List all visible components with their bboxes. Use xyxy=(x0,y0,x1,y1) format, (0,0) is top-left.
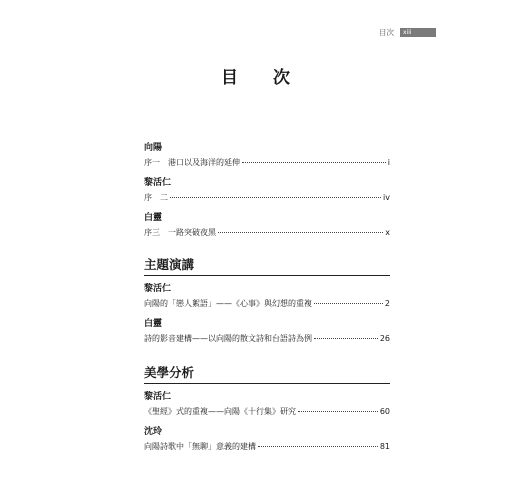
toc-entry[interactable] xyxy=(144,298,390,310)
dot-leader xyxy=(218,231,383,233)
toc-author: 白靈 xyxy=(144,319,163,329)
toc-section-1-item-1 xyxy=(144,283,390,310)
toc-entry-page: 26 xyxy=(379,334,390,343)
dot-leader xyxy=(314,337,378,339)
toc-entry-title: 《聖經》式的重複——向陽《十行集》研究 xyxy=(144,407,296,416)
section-title: 主題演講 xyxy=(144,257,195,272)
toc-entry[interactable] xyxy=(144,227,390,239)
toc-entry[interactable] xyxy=(144,441,390,453)
dot-leader xyxy=(298,410,378,412)
toc-section-heading xyxy=(144,257,390,276)
toc-entry-page: iv xyxy=(383,193,390,202)
toc-section-2-item-2 xyxy=(144,426,390,453)
toc-entry-title: 序三 一路突破夜黑 xyxy=(144,228,216,237)
header-page-number: xiii xyxy=(400,28,436,37)
toc-entry-page: 2 xyxy=(384,299,390,308)
running-header xyxy=(379,27,436,38)
toc-author: 沈玲 xyxy=(144,427,163,437)
toc-preface-2 xyxy=(144,177,390,204)
toc-entry[interactable] xyxy=(144,157,390,169)
toc-author: 黎活仁 xyxy=(144,178,172,188)
toc-entry[interactable] xyxy=(144,406,390,418)
section-rule xyxy=(144,275,390,276)
section-rule xyxy=(144,383,390,384)
toc-entry-title: 向陽的「戀人絮語」——《心事》與幻想的重複 xyxy=(144,299,312,308)
section-title: 美學分析 xyxy=(144,365,195,380)
toc-author: 黎活仁 xyxy=(144,284,172,294)
dot-leader xyxy=(170,196,381,198)
toc-preface-3 xyxy=(144,212,390,239)
toc-entry-page: 60 xyxy=(379,407,390,416)
page-title: 目 次 xyxy=(221,68,299,88)
dot-leader xyxy=(242,161,386,163)
toc-entry-title: 向陽詩歌中「無聊」意義的建構 xyxy=(144,442,256,451)
toc-entry[interactable] xyxy=(144,333,390,345)
dot-leader xyxy=(314,302,383,304)
toc-author: 向陽 xyxy=(144,143,163,153)
toc-section-1-item-2 xyxy=(144,318,390,345)
toc-entry-title: 序 二 xyxy=(144,193,168,202)
toc-preface-1 xyxy=(144,142,390,169)
toc-section-heading xyxy=(144,365,390,384)
toc-author: 黎活仁 xyxy=(144,392,172,402)
toc-entry-title: 序一 港口以及海洋的延伸 xyxy=(144,158,240,167)
toc-entry-page: x xyxy=(385,228,390,237)
dot-leader xyxy=(258,445,378,447)
toc-entry-title: 詩的影音建構——以向陽的散文詩和台語詩為例 xyxy=(144,334,312,343)
toc-entry[interactable] xyxy=(144,192,390,204)
toc-author: 白靈 xyxy=(144,213,163,223)
toc-section-2-item-1 xyxy=(144,391,390,418)
toc-entry-page: i xyxy=(387,158,390,167)
header-label: 目次 xyxy=(379,28,394,37)
toc-entry-page: 81 xyxy=(379,442,390,451)
